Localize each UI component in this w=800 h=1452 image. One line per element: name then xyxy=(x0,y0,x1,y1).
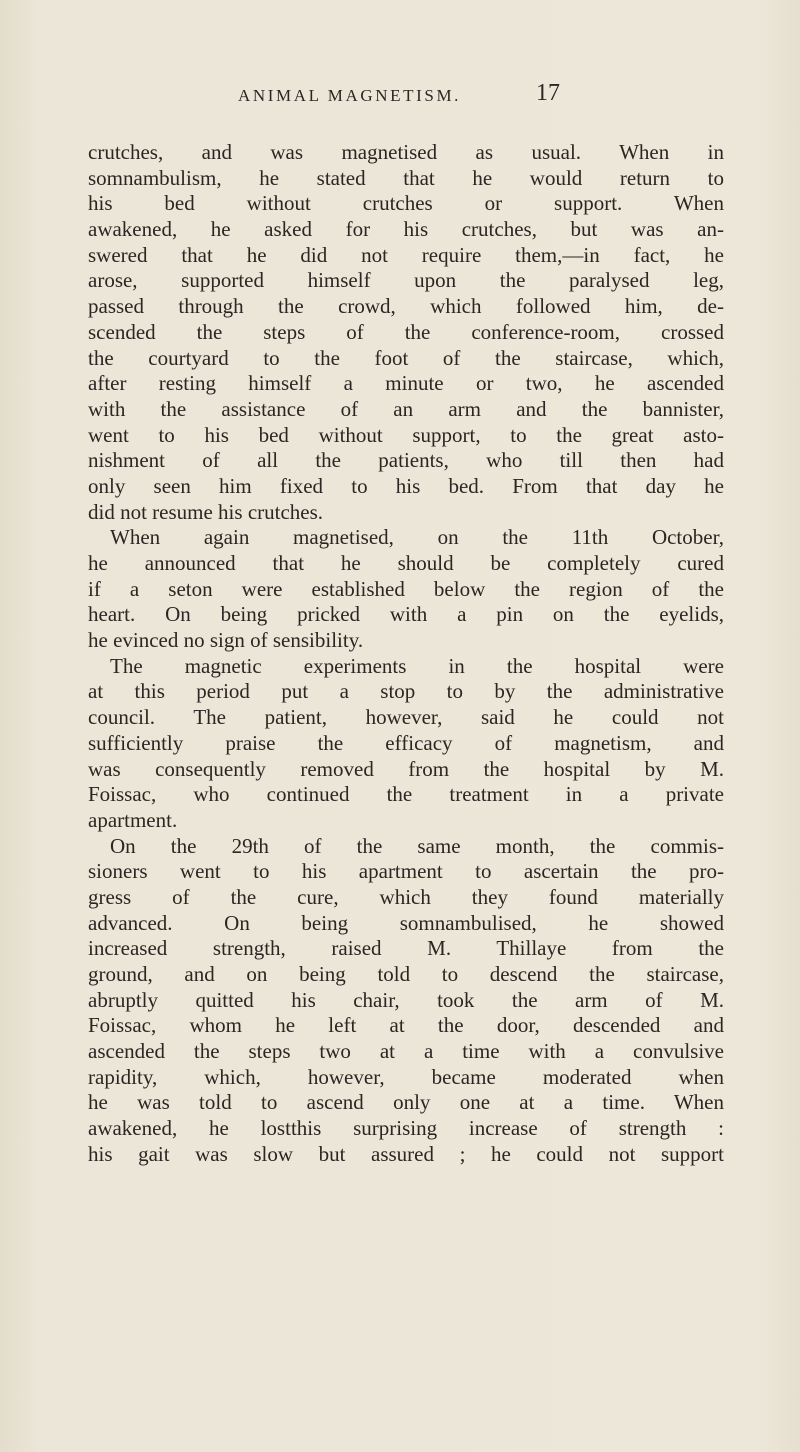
text-line: Foissac, who continued the treatment in a private xyxy=(88,782,724,807)
text-line: arose, supported himself upon the paralysed leg, xyxy=(88,268,724,293)
text-line: The magnetic experiments in the hospital were xyxy=(110,653,724,678)
text-line: apartment. xyxy=(88,807,178,832)
text-line: passed through the crowd, which followed him, de- xyxy=(88,294,724,319)
text-line: went to his bed without support, to the great asto- xyxy=(88,422,724,447)
text-line: advanced. On being somnambulised, he showed xyxy=(88,910,724,935)
text-line: did not resume his crutches. xyxy=(88,499,324,524)
text-line: sioners went to his apartment to ascertain the pro- xyxy=(88,859,724,884)
text-line: awakened, he asked for his crutches, but was an- xyxy=(88,217,724,242)
text-line: increased strength, raised M. Thillaye from the xyxy=(88,936,724,961)
text-line: When again magnetised, on the 11th October, xyxy=(110,525,724,550)
text-line: somnambulism, he stated that he would return to xyxy=(88,165,724,190)
text-line: if a seton were established below the region of the xyxy=(88,576,724,601)
body-text xyxy=(88,140,724,1168)
text-line: he evinced no sign of sensibility. xyxy=(88,628,364,653)
text-line: gress of the cure, which they found materially xyxy=(88,884,724,909)
text-line: he announced that he should be completely cured xyxy=(88,551,724,575)
text-line: his gait was slow but assured ; he could not support xyxy=(88,1141,724,1166)
text-line: crutches, and was magnetised as usual. When in xyxy=(88,140,724,164)
text-line: heart. On being pricked with a pin on the eyelids, xyxy=(88,602,724,627)
text-line: at this period put a stop to by the administrative xyxy=(88,679,724,704)
text-line: after resting himself a minute or two, he ascended xyxy=(88,371,724,396)
text-line: only seen him fixed to his bed. From that day he xyxy=(88,473,724,498)
running-title: ANIMAL MAGNETISM. xyxy=(238,86,462,105)
text-line: the courtyard to the foot of the staircase, which, xyxy=(88,345,724,370)
page-number: 17 xyxy=(536,80,560,106)
text-line: awakened, he lostthis surprising increase of strength : xyxy=(88,1116,724,1141)
text-line: ascended the steps two at a time with a convulsive xyxy=(88,1039,724,1064)
text-line: Foissac, whom he left at the door, descended and xyxy=(88,1013,724,1038)
text-line: rapidity, which, however, became moderated when xyxy=(88,1064,724,1089)
text-line: sufficiently praise the efficacy of magnetism, and xyxy=(88,730,724,755)
text-line: was consequently removed from the hospital by M. xyxy=(88,756,724,781)
page-header xyxy=(0,80,800,114)
text-line: ground, and on being told to descend the staircase, xyxy=(88,962,724,986)
text-line: abruptly quitted his chair, took the arm of M. xyxy=(88,987,724,1012)
text-line: scended the steps of the conference-room, crossed xyxy=(88,319,724,344)
text-line: council. The patient, however, said he could not xyxy=(88,705,724,730)
text-line: with the assistance of an arm and the bannister, xyxy=(88,396,724,421)
text-line: On the 29th of the same month, the commis- xyxy=(110,833,724,858)
text-line: swered that he did not require them,—in fact, he xyxy=(88,242,724,267)
text-line: nishment of all the patients, who till then had xyxy=(88,448,724,473)
text-line: he was told to ascend only one at a time. When xyxy=(88,1090,724,1115)
text-line: his bed without crutches or support. When xyxy=(88,191,724,216)
